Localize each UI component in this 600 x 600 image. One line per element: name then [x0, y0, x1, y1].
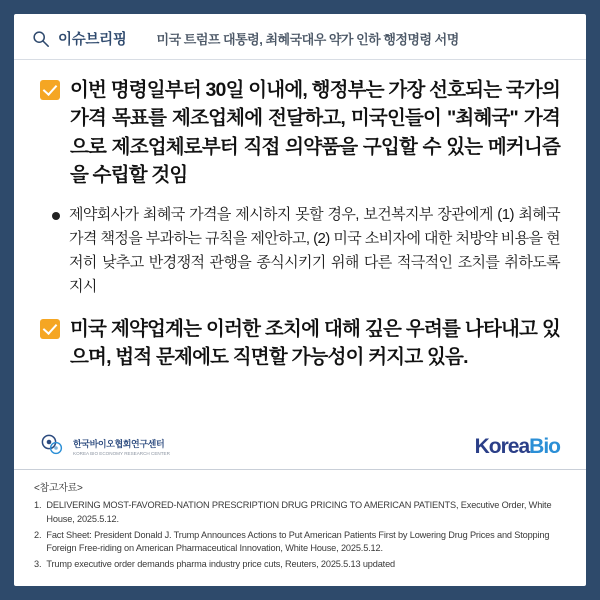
check-icon [40, 80, 60, 100]
kba-mark-icon [40, 433, 66, 459]
reference-number: 3. [34, 559, 42, 570]
references-title: <참고자료> [34, 483, 83, 495]
kba-logo-korean: 한국바이오협회연구센터 [73, 438, 165, 449]
content-block [40, 315, 560, 372]
page-title: 미국 트럼프 대통령, 최혜국대우 약가 인하 행정명령 서명 [156, 32, 459, 47]
brand-label: 이슈브리핑 [58, 32, 127, 48]
card-body [14, 60, 586, 425]
kba-logo-english: KOREA BIO ECONOMY RESEARCH CENTER [73, 450, 170, 456]
content-block [40, 76, 560, 189]
content-block [40, 203, 560, 299]
search-icon [32, 30, 50, 48]
check-icon [40, 319, 60, 339]
reference-text: DELIVERING MOST-FAVORED-NATION PRESCRIPTION DRUG PRICING TO AMERICAN PATIENTS, Executive Order, White House, 2025.5.12. [46, 500, 552, 524]
bullet-icon [52, 212, 60, 220]
reference-item [34, 529, 566, 557]
koreabio-logo-bio: Bio [529, 435, 560, 459]
content-text: 이번 명령일부터 30일 이내에, 행정부는 가장 선호되는 국가의 가격 목표를 제조업체에 전달하고, 미국인들이 "최혜국" 가격으로 제조업체로부터 직접 의약품을 구입할 수 있는 메커니즘을 수립할 것임 [70, 79, 560, 186]
content-text: 미국 제약업계는 이러한 조치에 대해 깊은 우려를 나타내고 있으며, 법적 문제에도 직면할 가능성이 커지고 있음. [70, 318, 560, 369]
card-sheet [14, 14, 586, 586]
koreabio-logo-korea: Korea [474, 435, 530, 459]
reference-number: 2. [34, 529, 42, 540]
koreabio-logo [475, 435, 560, 459]
kba-logo [40, 433, 170, 459]
references-section [14, 470, 586, 586]
card-header [14, 14, 586, 60]
reference-number: 1. [34, 500, 42, 511]
logo-row [14, 425, 586, 469]
reference-text: Trump executive order demands pharma industry price cuts, Reuters, 2025.5.13 updated [46, 559, 396, 570]
content-text: 제약회사가 최혜국 가격을 제시하지 못할 경우, 보건복지부 장관에게 (1) 최혜국 가격 책정을 부과하는 규칙을 제안하고, (2) 미국 소비자에 대한 처방약 비용을 현저히 낮추고 반경쟁적 관행을 종식시키기 위해 다른 적극적인 조치를 취하도록 지시 [69, 206, 560, 296]
reference-text: Fact Sheet: President Donald J. Trump Announces Actions to Put American Patients First by Lowering Drug Prices and Stopping Foreign Free-riding on American Pharmaceutical Innovation, White House, 2025.5.12. [46, 529, 550, 554]
kba-logo-text [73, 437, 170, 456]
reference-item [34, 499, 566, 527]
reference-item [34, 558, 566, 572]
